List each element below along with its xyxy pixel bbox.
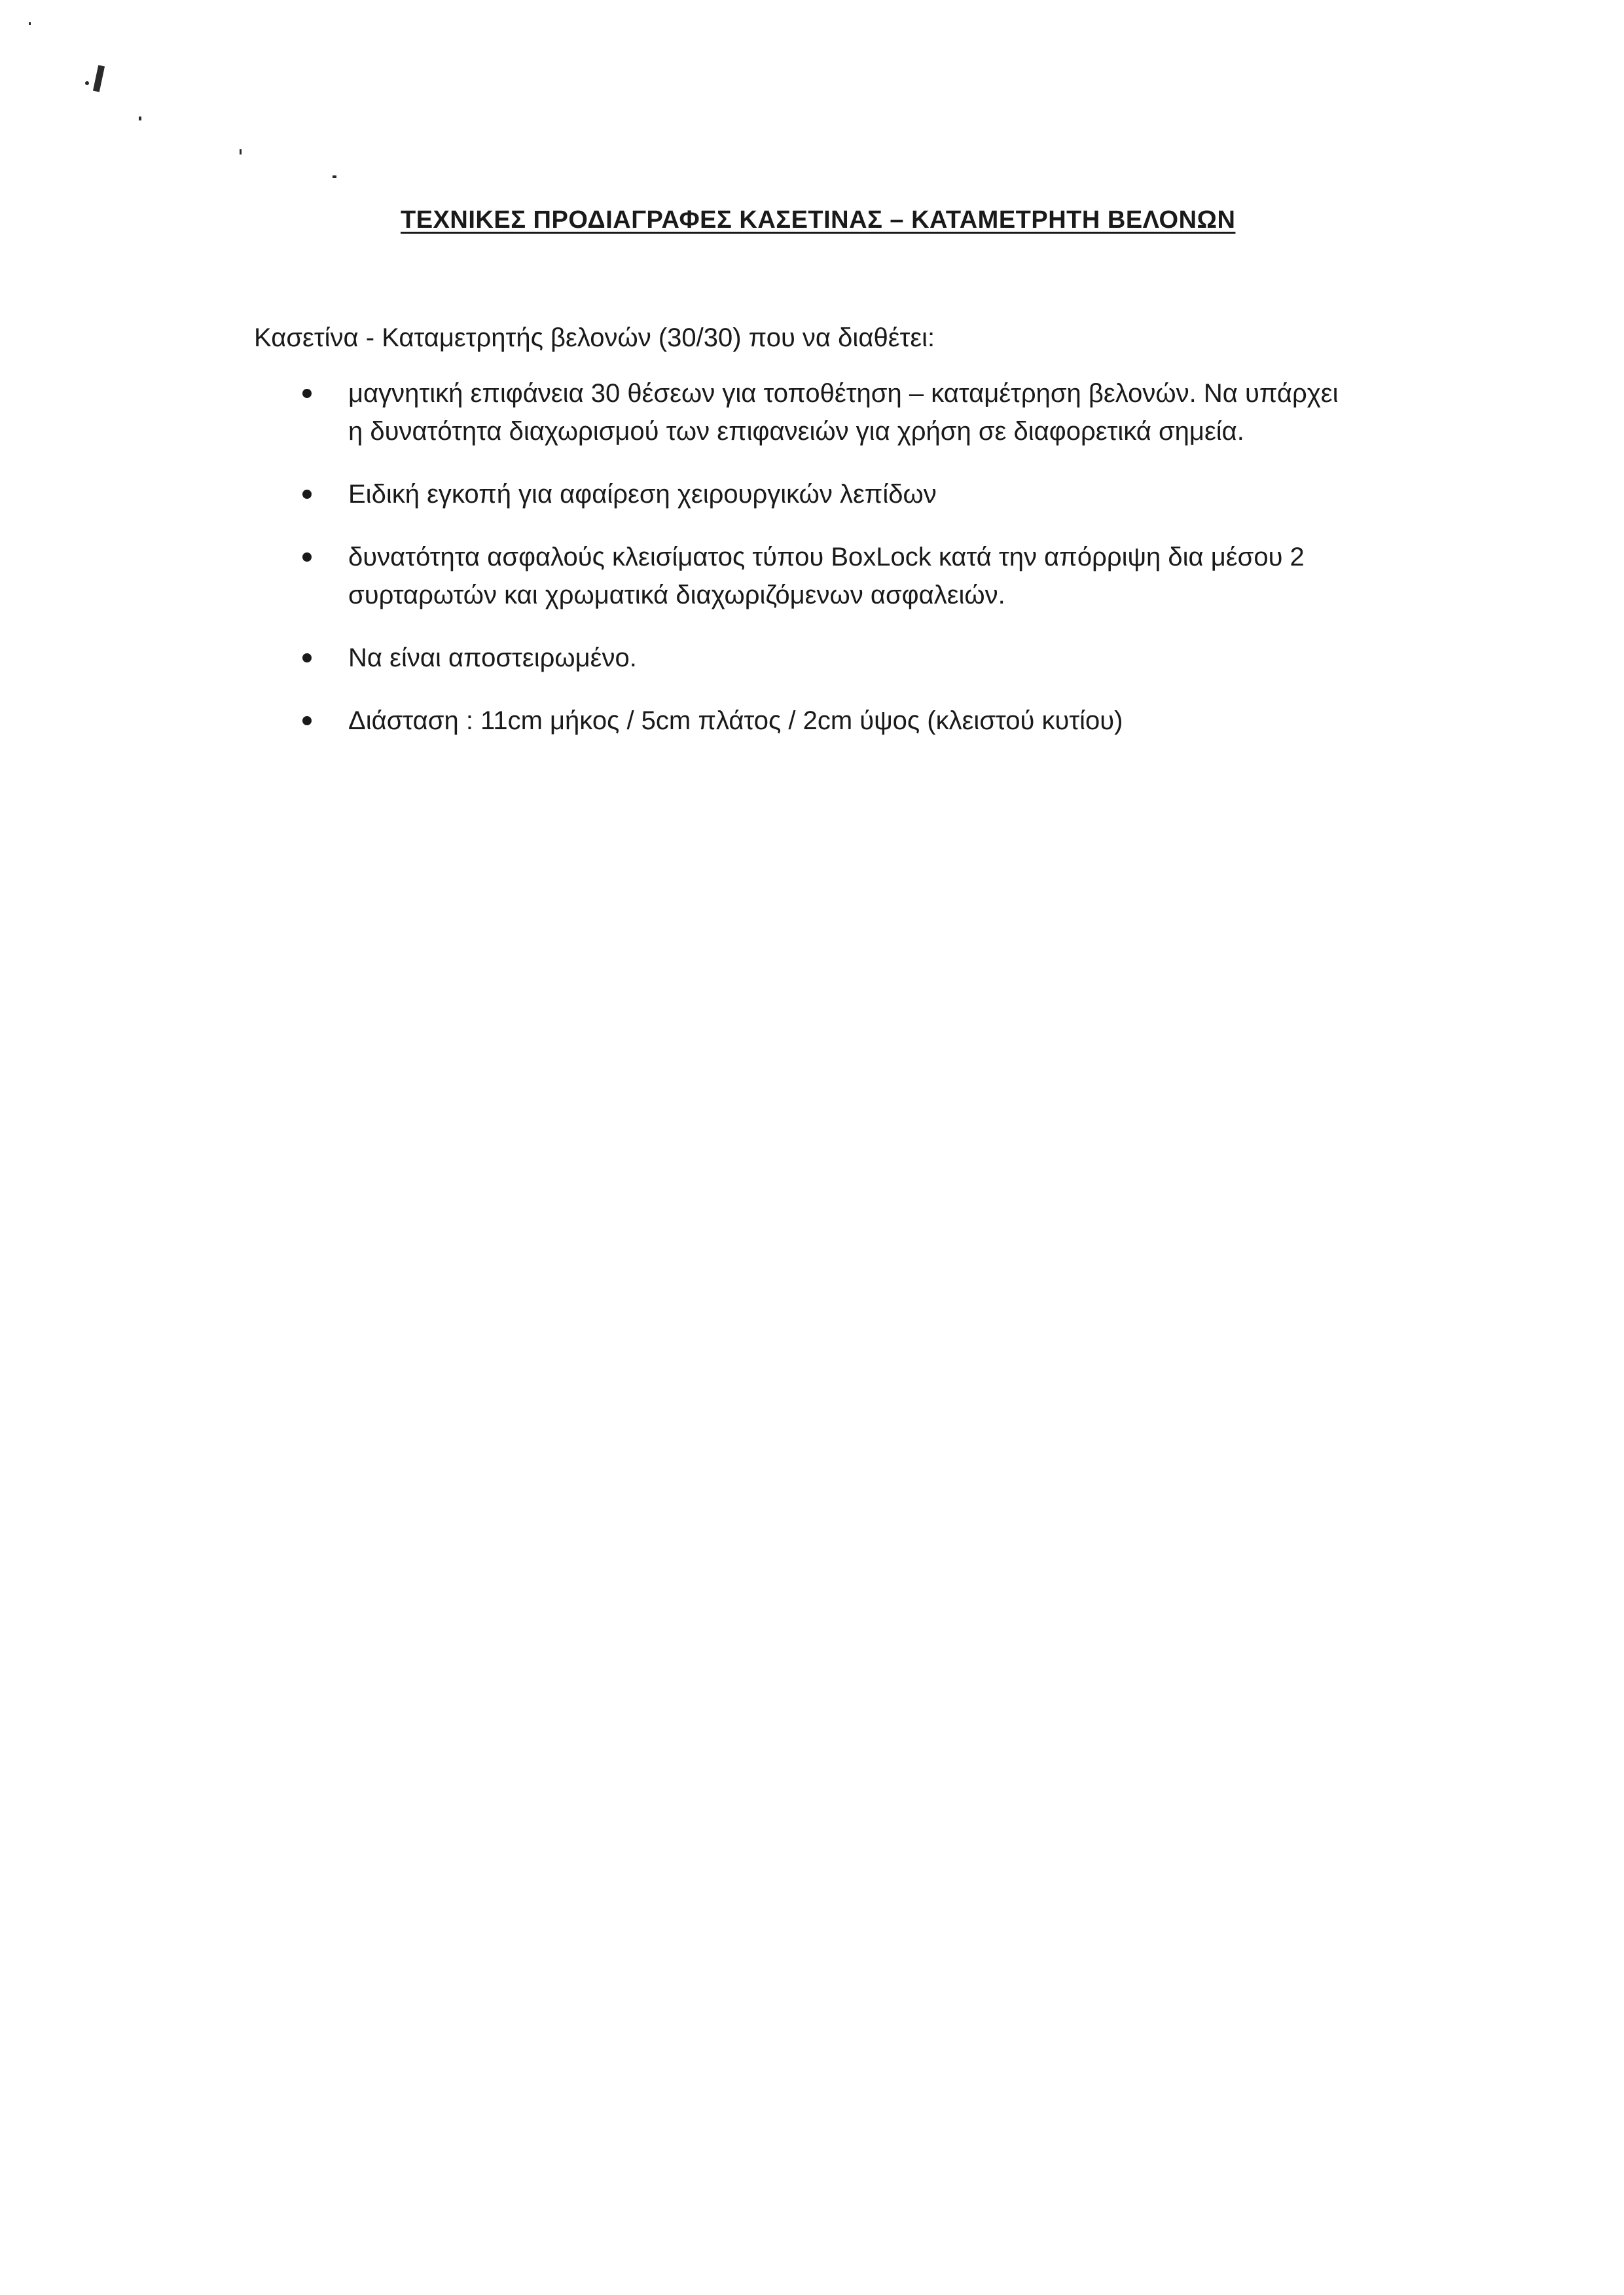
list-item	[293, 538, 1406, 614]
intro-text: Κασετίνα - Καταμετρητής βελονών (30/30) που να διαθέτει:	[254, 323, 935, 352]
list-item	[293, 374, 1406, 450]
list-item-text: Να είναι αποστειρωμένο.	[348, 643, 637, 672]
list-item-text: Διάσταση : 11cm μήκος / 5cm πλάτος / 2cm ύψος (κλειστού κυτίου)	[348, 706, 1123, 735]
scan-speck	[240, 149, 242, 154]
scan-speck	[93, 65, 105, 92]
list-item-text: μαγνητική επιφάνεια 30 θέσεων για τοποθέτηση – καταμέτρηση βελονών. Να υπάρχει η δυνατότητα διαχωρισμού των επιφανειών για χρήση σε διαφορετικά σημεία.	[348, 379, 1339, 446]
specification-list	[293, 374, 1406, 765]
list-item-text: Ειδική εγκοπή για αφαίρεση χειρουργικών λεπίδων	[348, 480, 937, 509]
list-item	[293, 639, 1406, 677]
scan-speck	[139, 117, 141, 120]
bullet-icon	[302, 653, 312, 662]
scan-speck	[333, 175, 336, 178]
list-item	[293, 702, 1406, 740]
page-title: ΤΕΧΝΙΚΕΣ ΠΡΟΔΙΑΓΡΑΦΕΣ ΚΑΣΕΤΙΝΑΣ – ΚΑΤΑΜΕΤΡΗΤΗ ΒΕΛΟΝΩΝ	[401, 206, 1236, 234]
bullet-icon	[302, 490, 312, 499]
bullet-icon	[302, 552, 312, 562]
list-item	[293, 475, 1406, 513]
bullet-icon	[302, 716, 312, 725]
list-item-text: δυνατότητα ασφαλούς κλεισίματος τύπου BoxLock κατά την απόρριψη δια μέσου 2 συρταρωτών και χρωματικά διαχωριζόμενων ασφαλειών.	[348, 543, 1305, 609]
scan-speck	[29, 22, 31, 25]
scan-speck	[85, 81, 89, 85]
bullet-icon	[302, 389, 312, 398]
